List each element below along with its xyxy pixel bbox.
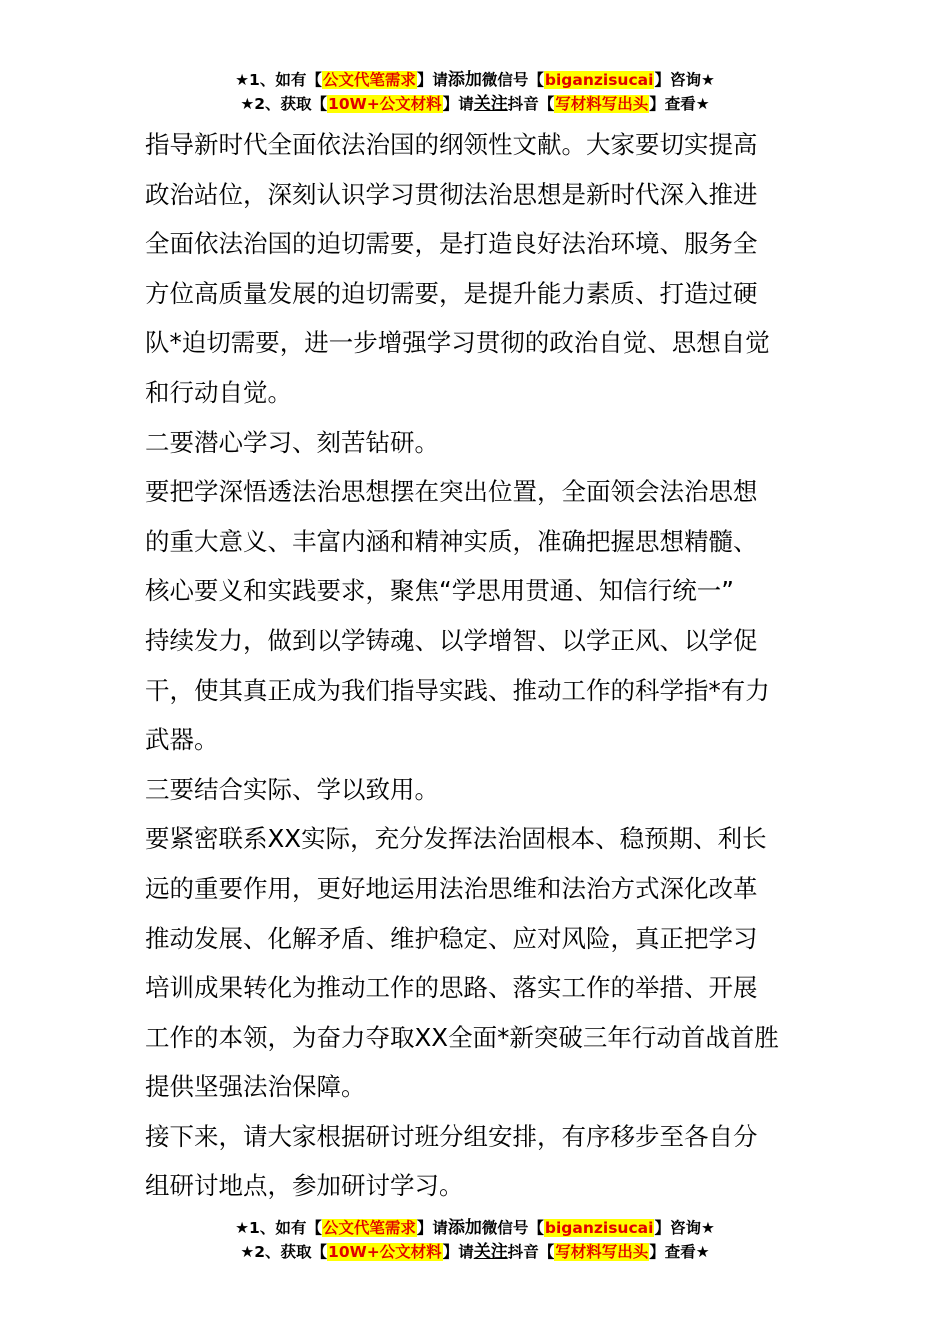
- banner-text: 微信号【: [481, 1219, 544, 1237]
- banner-text: ★2、获取【: [240, 1243, 328, 1261]
- banner-text: 抖音【: [507, 95, 555, 113]
- banner-text: 抖音【: [507, 1243, 555, 1261]
- text-line: 和行动自觉。: [145, 377, 292, 407]
- text-line: 的重大意义、丰富内涵和精神实质，准确把握思想精髓、: [145, 526, 758, 556]
- text-line: 指导新时代全面依法治国的纲领性文献。大家要切实提高: [145, 130, 758, 159]
- banner-highlight: 公文代笔需求: [322, 1219, 416, 1237]
- text-line: 接下来，请大家根据研讨班分组安排，有序移步至各自分: [145, 1121, 758, 1151]
- banner-text: 】查看★: [649, 1243, 710, 1261]
- text-line: 队*迫切需要，进一步增强学习贯彻的政治自觉、思想自觉: [145, 328, 770, 358]
- banner-highlight: 写材料写出头: [555, 95, 649, 113]
- text-line: 工作的本领，为奋力夺取XX全面*新突破三年行动首战首胜: [145, 1022, 779, 1052]
- banner-text: ★1、如有【: [235, 71, 322, 89]
- text-line: 核心要义和实践要求，聚焦“学思用贯通、知信行统一”: [145, 576, 734, 606]
- text-line: 持续发力，做到以学铸魂、以学增智、以学正风、以学促: [145, 625, 758, 655]
- banner-text: 添加: [447, 1218, 482, 1238]
- text-line: 提供坚强法治保障。: [145, 1072, 366, 1102]
- banner-text: 关注: [473, 1242, 508, 1262]
- banner-text: ★2、获取【: [240, 95, 328, 113]
- banner-highlight: biganzisucai: [544, 1219, 654, 1237]
- banner-text: ★1、如有【: [235, 1219, 322, 1237]
- banner-text: 关注: [473, 94, 508, 114]
- document-body: [145, 120, 815, 1211]
- banner-text: 】咨询★: [654, 71, 715, 89]
- text-line: 推动发展、化解矛盾、维护稳定、应对风险，真正把学习: [145, 923, 758, 953]
- banner-text: 】请: [416, 71, 448, 89]
- text-line: 武器。: [145, 725, 219, 755]
- banner-text: 添加: [447, 70, 482, 90]
- text-line: 要紧密联系XX实际，充分发挥法治固根本、稳预期、利长: [145, 824, 767, 854]
- banner-line-2: [0, 92, 950, 116]
- banner-highlight: biganzisucai: [544, 71, 654, 89]
- text-line: 要把学深悟透法治思想摆在突出位置，全面领会法治思想: [145, 477, 758, 507]
- text-line: 培训成果转化为推动工作的思路、落实工作的举措、开展: [145, 973, 758, 1003]
- header-banner: [0, 68, 950, 116]
- banner-highlight: 10W+公文材料: [328, 1243, 442, 1261]
- section-heading: 三要结合实际、学以致用。: [145, 774, 439, 804]
- footer-banner: [0, 1216, 950, 1264]
- banner-highlight: 公文代笔需求: [322, 71, 416, 89]
- banner-text: 】请: [442, 95, 474, 113]
- banner-text: 微信号【: [481, 71, 544, 89]
- banner-text: 】请: [442, 1243, 474, 1261]
- banner-text: 】请: [416, 1219, 448, 1237]
- banner-text: 】咨询★: [654, 1219, 715, 1237]
- text-line: 远的重要作用，更好地运用法治思维和法治方式深化改革: [145, 873, 758, 903]
- banner-highlight: 写材料写出头: [555, 1243, 649, 1261]
- banner-highlight: 10W+公文材料: [328, 95, 442, 113]
- text-line: 方位高质量发展的迫切需要，是提升能力素质、打造过硬: [145, 278, 758, 308]
- banner-line-2: [0, 1240, 950, 1264]
- section-heading: 二要潜心学习、刻苦钻研。: [145, 427, 439, 457]
- banner-line-1: [0, 68, 950, 92]
- text-line: 政治站位，深刻认识学习贯彻法治思想是新时代深入推进: [145, 179, 758, 209]
- text-line: 组研讨地点，参加研讨学习。: [145, 1171, 464, 1201]
- banner-line-1: [0, 1216, 950, 1240]
- banner-text: 】查看★: [649, 95, 710, 113]
- text-line: 干，使其真正成为我们指导实践、推动工作的科学指*有力: [145, 675, 770, 705]
- text-line: 全面依法治国的迫切需要，是打造良好法治环境、服务全: [145, 229, 758, 259]
